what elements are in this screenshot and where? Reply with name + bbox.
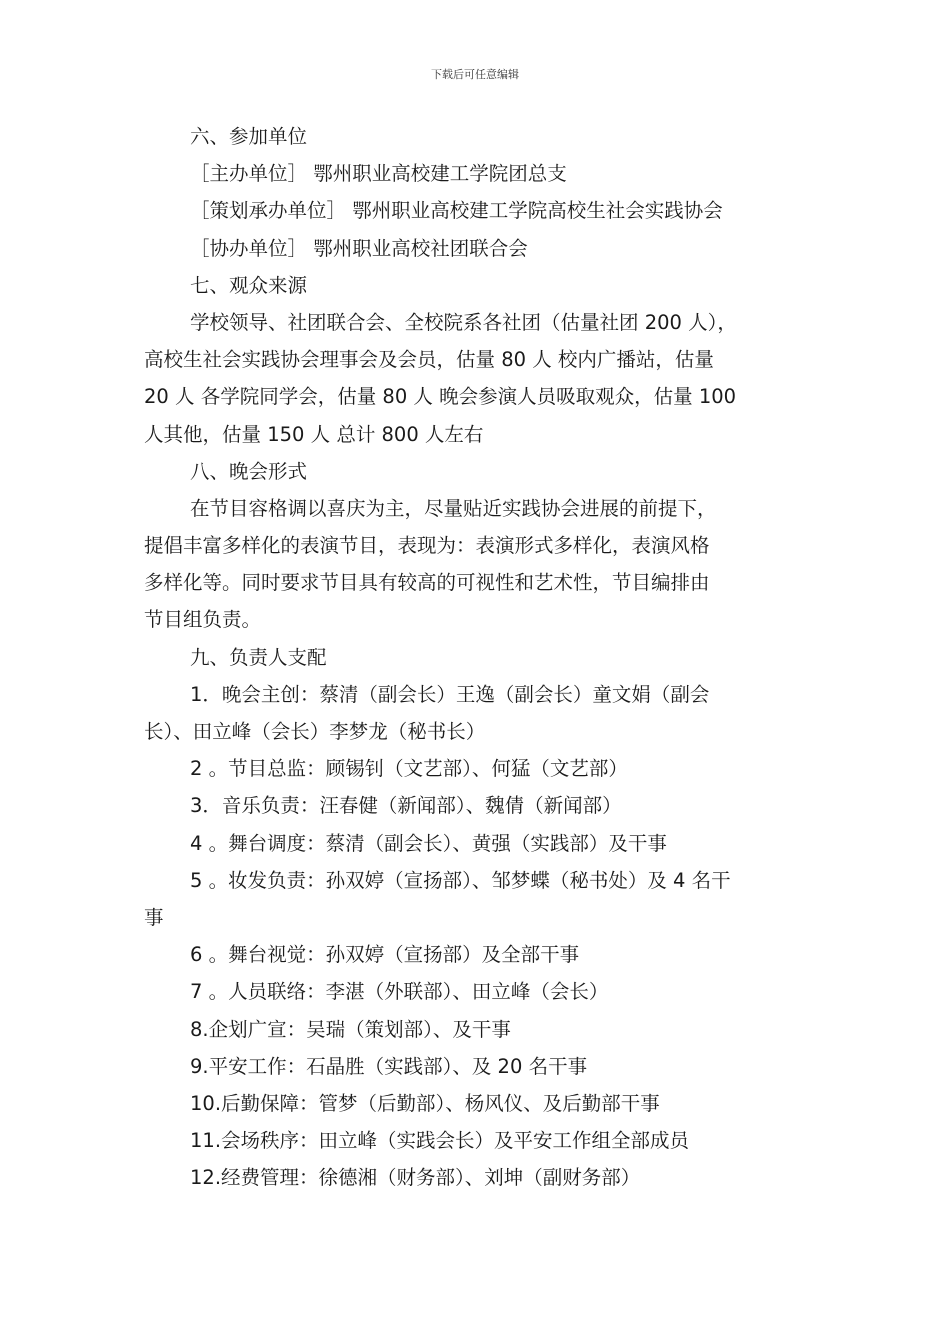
text-line: 提倡丰富多样化的表演节目，表现为：表演形式多样化，表演风格 [144, 534, 710, 558]
text-line: 7 。人员联络：李湛（外联部）、田立峰（会长） [190, 980, 609, 1004]
text-line: 1．晚会主创：蔡清（副会长）王逸（副会长）童文娟（副会 [190, 682, 710, 706]
text-line: 长）、田立峰（会长）李梦龙（秘书长） [144, 720, 486, 743]
text-line: 学校领导、社团联合会、全校院系各社团（估量社团 200 人）， [190, 310, 737, 334]
text-line: ［主办单位］ 鄂州职业高校建工学院团总支 [190, 162, 567, 186]
text-line: 8.企划广宣：吴瑞（策划部）、及干事 [190, 1017, 511, 1041]
page-header: 下载后可任意编辑 [431, 68, 519, 81]
text-line: 3．音乐负责：汪春健（新闻部）、魏倩（新闻部） [190, 794, 622, 818]
text-line: 八、晚会形式 [190, 459, 308, 483]
text-line: 六、参加单位 [190, 125, 308, 148]
text-line: 10.后勤保障：管梦（后勤部）、杨风仪、及后勤部干事 [190, 1091, 660, 1115]
text-line: 2 。节目总监：顾锡钊（文艺部）、何猛（文艺部） [190, 757, 628, 781]
text-line: 七、观众来源 [190, 273, 308, 297]
text-line: 在节目容格调以喜庆为主，尽量贴近实践协会进展的前提下， [190, 496, 717, 520]
text-line: 高校生社会实践协会理事会及会员，估量 80 人 校内广播站，估量 [144, 348, 714, 372]
text-line: ［协办单位］ 鄂州职业高校社团联合会 [190, 236, 528, 260]
text-line: 12.经费管理：徐德湘（财务部）、刘坤（副财务部） [190, 1166, 641, 1190]
text-line: 4 。舞台调度：蔡清（副会长）、黄强（实践部）及干事 [190, 831, 667, 855]
text-line: 九、负责人支配 [190, 645, 327, 669]
text-line: 事 [144, 905, 164, 929]
text-line: 5 。妆发负责：孙双婷（宣扬部）、邹梦蝶（秘书处）及 4 名干 [190, 868, 731, 892]
text-line: 6 。舞台视觉：孙双婷（宣扬部）及全部干事 [190, 943, 580, 967]
document-body [144, 118, 816, 1196]
text-line: 人其他，估量 150 人 总计 800 人左右 [144, 422, 484, 446]
text-line: 11.会场秩序：田立峰（实践会长）及平安工作组全部成员 [190, 1129, 690, 1153]
text-line: 20 人 各学院同学会，估量 80 人 晚会参演人员吸取观众，估量 100 [144, 385, 737, 409]
text-line: 节目组负责。 [144, 608, 262, 632]
text-line: 9.平安工作：石晶胜（实践部）、及 20 名干事 [190, 1054, 588, 1078]
text-line: 多样化等。同时要求节目具有较高的可视性和艺术性，节目编排由 [144, 571, 710, 595]
text-line: ［策划承办单位］ 鄂州职业高校建工学院高校生社会实践协会 [190, 199, 723, 223]
